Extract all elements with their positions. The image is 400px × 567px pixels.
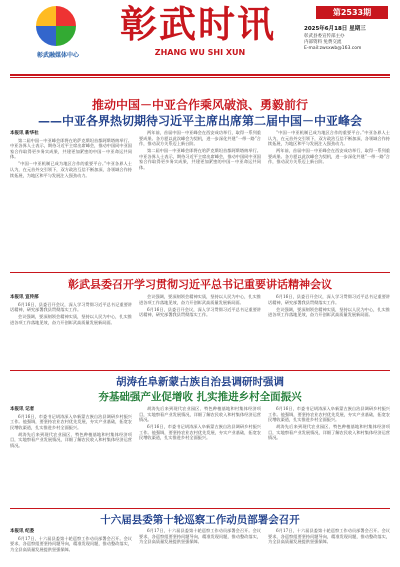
section-divider [10,370,390,371]
story3-paragraph: 6月16日，市委书记胡涛深入阜新蒙古族自治县调研乡村振兴工作。他强调，要坚持农业农村优先发展，夯实产业基础，拓宽农民增收渠道，扎实推进乡村全面振兴。 [10,413,132,430]
story2-paragraph: 会议强调，要深刻领会精神实质，坚持以人民为中心，扎实推进各项工作落地见效，奋力开创彰武高质量发展新局面。 [10,314,132,325]
story2-paragraph: 会议强调，要深刻领会精神实质，坚持以人民为中心，扎实推进各项工作落地见效，奋力开创彰武高质量发展新局面。 [268,306,390,318]
story2-paragraph: 6月16日，县委召开会议，深入学习贯彻习近平总书记重要讲话精神，研究部署我县贯彻落实工作。 [139,306,261,318]
logo-caption: 彰武融媒体中心 [36,52,79,59]
story4-paragraph: 6月17日，十六届县委第十轮巡察工作动员部署会召开。会议要求，各巡察组要坚持问题导向，精准发现问题，推动整改落实，为全县高质量发展提供坚强保障。 [10,535,132,552]
newspaper-title: 彰武时讯 [120,2,276,46]
story1-paragraph: 两年前，首届中国－中亚峰会在西安成功举行，取得一系列重要成果。各方愿以此次峰会为契机，进一步深化共建“一带一路”合作，推动双方关系迈上新台阶。 [268,148,390,165]
logo-icon [36,6,76,46]
story3-paragraph: 胡涛先后来到现代农业园区、特色种植基地和村集体经济项目，实地察看产业发展情况，详细了解农民收入和村集体经济运营情况。 [139,406,261,423]
story1-column-3 [268,130,390,270]
lead-kicker: 推动中国－中亚合作乘风破浪、勇毅前行 [91,98,308,112]
story2-paragraph: 6月16日，县委召开会议，深入学习贯彻习近平总书记重要讲话精神，研究部署我县贯彻落实工作。 [10,301,132,313]
story1-paragraph: 第二届中国－中亚峰会即将在哈萨克斯坦首都阿斯塔纳举行。中亚各界人士表示，期待习近平主席出席峰会，推动中国同中亚国家合作取得更多务实成果，共建更加紧密的中国－中亚命运共同体。 [10,137,132,160]
story3-paragraph: 6月16日，市委书记胡涛深入阜新蒙古族自治县调研乡村振兴工作。他强调，要坚持农业农村优先发展，夯实产业基础，拓宽农民增收渠道，扎实推进乡村全面振兴。 [139,424,261,441]
story1-paragraph: 两年前，首届中国－中亚峰会在西安成功举行，取得一系列重要成果。各方愿以此次峰会为契机，进一步深化共建“一带一路”合作，推动双方关系迈上新台阶。 [139,130,261,147]
story3-column-1 [10,406,132,506]
story1-column-2 [139,130,261,270]
masthead [0,0,400,72]
story1-column-1 [10,130,132,270]
story2-column-1 [10,294,132,368]
headline-4: 十六届县委第十轮巡察工作动员部署会召开 [100,514,300,526]
story2-paragraph: 6月16日，县委召开会议，深入学习贯彻习近平总书记重要讲话精神，研究部署我县贯彻落实工作。 [268,294,390,305]
publisher-info [304,34,398,52]
story1-paragraph: “中国－中亚机制已成为地区合作的重要平台。”中亚各界人士认为，在元首外交引领下，双方政治互信不断加深，各领域合作持续拓展，为地区和平与发展注入强劲动力。 [268,130,390,147]
story4-paragraph: 6月17日，十六届县委第十轮巡察工作动员部署会召开。会议要求，各巡察组要坚持问题导向，精准发现问题，推动整改落实，为全县高质量发展提供坚强保障。 [139,528,261,545]
masthead-rule [10,74,390,76]
story3-column-3 [268,406,390,506]
story1-section: 本报讯 新华社 [10,131,39,136]
publisher-info-line: 内部资料 免费交流 [304,40,342,45]
issue-number: 第2533期 [316,6,388,19]
story4-column-1 [10,528,132,564]
story2-column-3 [268,294,390,368]
story4-paragraph: 6月17日，十六届县委第十轮巡察工作动员部署会召开。会议要求，各巡察组要坚持问题导向，精准发现问题，推动整改落实，为全县高质量发展提供坚强保障。 [268,528,390,545]
story2-section: 本报讯 宣传部 [10,295,39,300]
story4-column-3 [268,528,390,564]
story2-column-2 [139,294,261,368]
newspaper-title-pinyin: ZHANG WU SHI XUN [154,48,246,57]
section-divider [10,508,390,509]
headline-3-kicker: 胡涛在阜新蒙古族自治县调研时强调 [116,376,284,388]
story3-paragraph: 胡涛先后来到现代农业园区、特色种植基地和村集体经济项目，实地察看产业发展情况，详细了解农民收入和村集体经济运营情况。 [10,431,132,448]
story1-paragraph: “中国－中亚机制已成为地区合作的重要平台。”中亚各界人士认为，在元首外交引领下，双方政治互信不断加深，各领域合作持续拓展，为地区和平与发展注入强劲动力。 [10,161,132,178]
story3-paragraph: 胡涛先后来到现代农业园区、特色种植基地和村集体经济项目，实地察看产业发展情况，详细了解农民收入和村集体经济运营情况。 [268,424,390,441]
headline-2: 彰武县委召开学习贯彻习近平总书记重要讲话精神会议 [68,278,332,291]
story3-paragraph: 6月16日，市委书记胡涛深入阜新蒙古族自治县调研乡村振兴工作。他强调，要坚持农业农村优先发展，夯实产业基础，拓宽农民增收渠道，扎实推进乡村全面振兴。 [268,406,390,423]
publisher-info-line: 彰武县委宣传部主办 [304,34,345,39]
publisher-email: E-mail:zwsxwb@163.com [304,46,362,51]
issue-date: 2025年6月18日 星期三 [304,26,366,32]
masthead-rule-thin [10,77,390,78]
story4-section: 本报讯 纪委 [10,529,35,534]
story1-paragraph: 第二届中国－中亚峰会即将在哈萨克斯坦首都阿斯塔纳举行。中亚各界人士表示，期待习近平主席出席峰会，推动中国同中亚国家合作取得更多务实成果，共建更加紧密的中国－中亚命运共同体。 [139,148,261,170]
section-divider [10,272,390,273]
story3-column-2 [139,406,261,506]
lead-title: ——中亚各界热切期待习近平主席出席第二届中国－中亚峰会 [37,114,362,128]
story4-column-2 [139,528,261,564]
headline-3-title: 夯基础强产业促增收 扎实推进乡村全面振兴 [98,391,302,403]
story3-section: 本报讯 记者 [10,407,35,412]
story2-paragraph: 会议强调，要深刻领会精神实质，坚持以人民为中心，扎实推进各项工作落地见效，奋力开创彰武高质量发展新局面。 [139,294,261,305]
